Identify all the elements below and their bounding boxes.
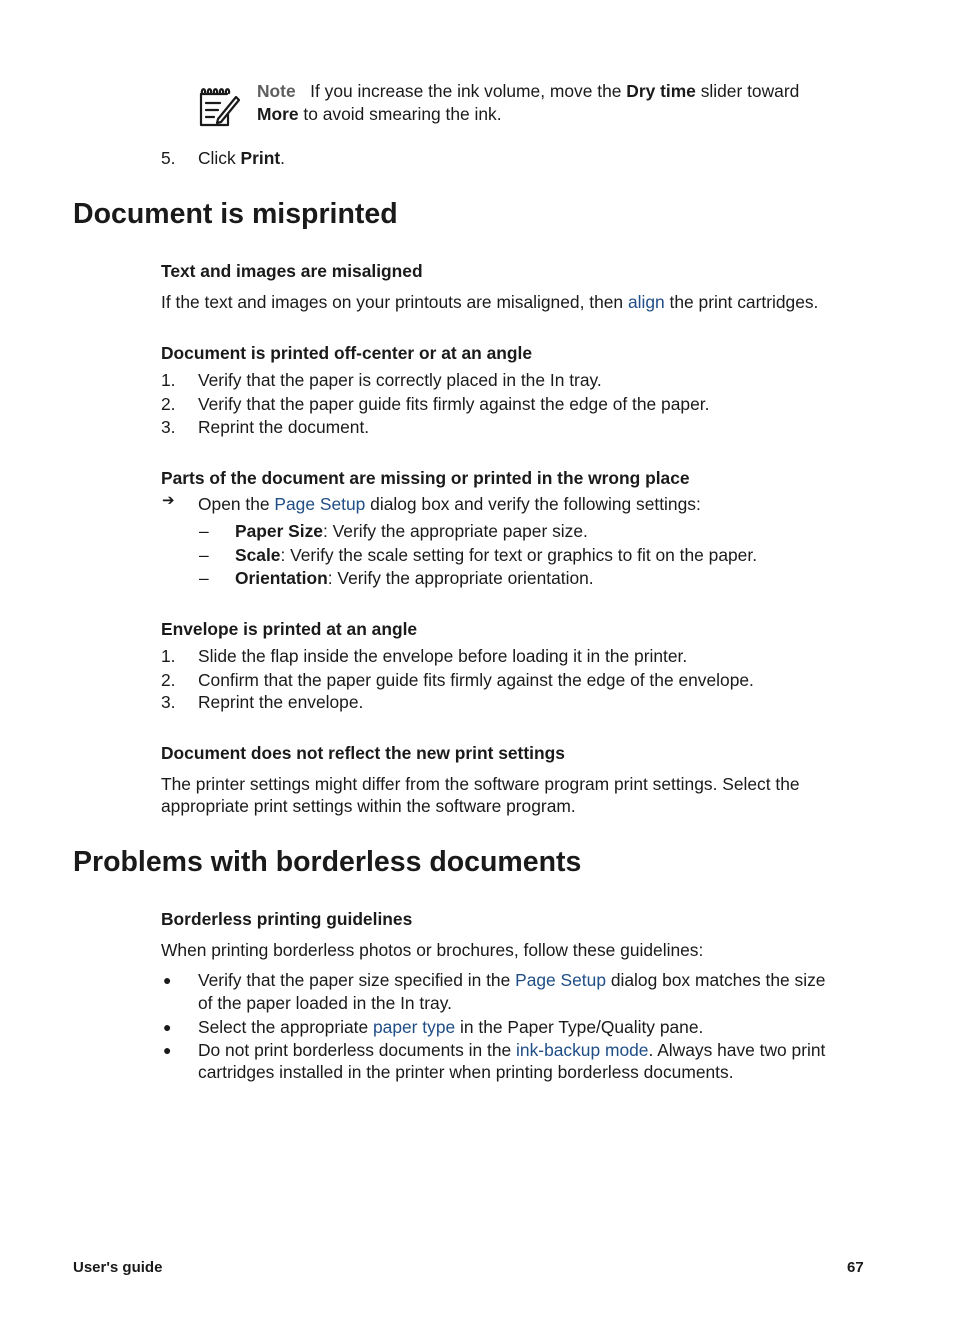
align-link[interactable]: align bbox=[627, 292, 665, 312]
paper-type-link[interactable]: paper type bbox=[373, 1017, 456, 1037]
bullet-item: Do not print borderless documents in the ink-backup mode. Always have two print bbox=[198, 1040, 826, 1060]
list-number: 3. bbox=[161, 417, 176, 437]
list-item: Confirm that the paper guide fits firmly against the edge of the envelope. bbox=[198, 670, 754, 690]
step-number: 5. bbox=[161, 148, 176, 168]
page-number: 67 bbox=[847, 1259, 864, 1276]
list-number: 1. bbox=[161, 646, 176, 666]
bullet-item: Verify that the paper size specified in the Page Setup dialog box matches the size bbox=[198, 970, 826, 990]
subheading: Borderless printing guidelines bbox=[161, 909, 413, 929]
step-text: Click Print. bbox=[198, 148, 285, 168]
subheading: Parts of the document are missing or printed in the wrong place bbox=[161, 468, 690, 488]
list-item: Reprint the document. bbox=[198, 417, 370, 437]
paragraph-line: appropriate print settings within the software program. bbox=[161, 796, 576, 816]
page-setup-link[interactable]: Page Setup bbox=[274, 494, 366, 514]
sub-item: Paper Size: Verify the appropriate paper size. bbox=[235, 521, 588, 541]
dash-marker: – bbox=[199, 521, 209, 541]
sub-item: Orientation: Verify the appropriate orientation. bbox=[235, 568, 594, 588]
dash-marker: – bbox=[199, 568, 209, 588]
section-title: Problems with borderless documents bbox=[73, 846, 582, 878]
bullet-marker: ● bbox=[163, 1042, 172, 1058]
arrow-icon: ➔ bbox=[162, 491, 175, 509]
note-line-1: Note If you increase the ink volume, move the Dry time slider toward bbox=[257, 81, 800, 101]
list-item: Verify that the paper is correctly placed in the In tray. bbox=[198, 370, 602, 390]
list-number: 2. bbox=[161, 670, 176, 690]
list-item: Slide the flap inside the envelope before loading it in the printer. bbox=[198, 646, 688, 666]
list-number: 3. bbox=[161, 692, 176, 712]
subheading: Text and images are misaligned bbox=[161, 261, 423, 281]
subheading: Document is printed off-center or at an angle bbox=[161, 343, 533, 363]
subheading: Document does not reflect the new print settings bbox=[161, 743, 565, 763]
dash-marker: – bbox=[199, 545, 209, 565]
footer-title: User's guide bbox=[73, 1259, 163, 1276]
page-setup-link[interactable]: Page Setup bbox=[515, 970, 606, 990]
section-title: Document is misprinted bbox=[73, 198, 398, 230]
list-item: Reprint the envelope. bbox=[198, 692, 364, 712]
paragraph: If the text and images on your printouts are misaligned, then align the print cartridges. bbox=[161, 292, 819, 312]
ink-backup-mode-link[interactable]: ink-backup mode bbox=[516, 1040, 649, 1060]
note-line-2: More to avoid smearing the ink. bbox=[257, 104, 502, 124]
note-icon bbox=[196, 84, 242, 128]
subheading: Envelope is printed at an angle bbox=[161, 619, 418, 639]
bullet-marker: ● bbox=[163, 1019, 172, 1035]
bullet-marker: ● bbox=[163, 972, 172, 988]
paragraph: Open the Page Setup dialog box and verify the following settings: bbox=[198, 494, 701, 514]
list-item: Verify that the paper guide fits firmly against the edge of the paper. bbox=[198, 394, 710, 414]
paragraph-line: The printer settings might differ from the software program print settings. Select the bbox=[161, 774, 800, 794]
list-number: 1. bbox=[161, 370, 176, 390]
bullet-item-continued: of the paper loaded in the In tray. bbox=[198, 993, 452, 1013]
sub-item: Scale: Verify the scale setting for text or graphics to fit on the paper. bbox=[235, 545, 758, 565]
paragraph: When printing borderless photos or brochures, follow these guidelines: bbox=[161, 940, 704, 960]
list-number: 2. bbox=[161, 394, 176, 414]
bullet-item: Select the appropriate paper type in the Paper Type/Quality pane. bbox=[198, 1017, 704, 1037]
bullet-item-continued: cartridges installed in the printer when printing borderless documents. bbox=[198, 1062, 734, 1082]
note-label: Note bbox=[257, 81, 296, 101]
